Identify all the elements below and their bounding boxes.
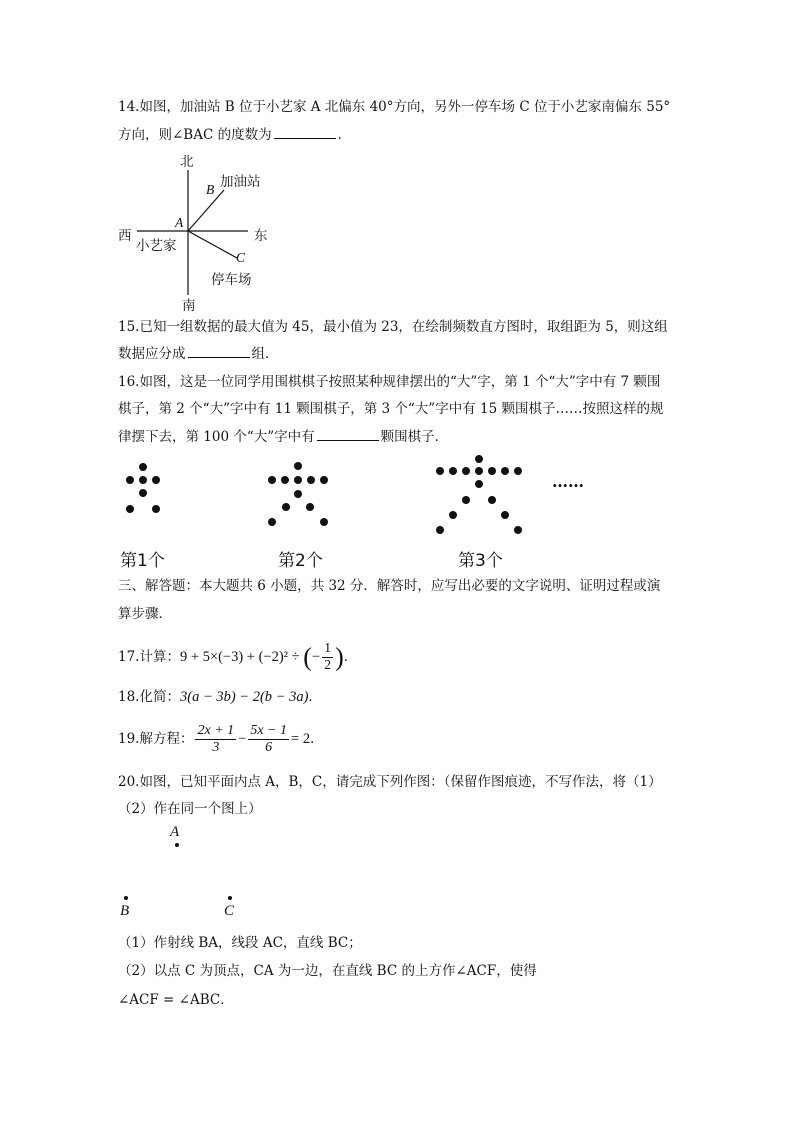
caption-1: 第1个 — [120, 551, 165, 571]
point-a-label: A — [175, 215, 184, 230]
go-stone — [306, 503, 314, 511]
go-stone — [139, 489, 147, 497]
go-stone — [488, 467, 496, 475]
q16-line1: 16.如图，这是一位同学用围棋棋子按照某种规律摆出的“大”字，第 1 个“大”字中有 7 颗围 — [118, 374, 661, 390]
q20-point-b-label: B — [120, 903, 130, 919]
q20-part2: （2）以点 C 为顶点，CA 为一边，在直线 BC 的上方作∠ACF，使得 — [118, 963, 537, 979]
q17-expression: 9 + 5×(−3) + (−2)² ÷ — [179, 649, 304, 665]
q19-end: ． — [310, 731, 324, 747]
go-stone — [475, 467, 483, 475]
go-stone — [294, 490, 302, 498]
point-c-label: C — [236, 250, 246, 265]
q17 — [118, 640, 357, 674]
go-stone — [139, 463, 147, 471]
go-stone — [514, 467, 522, 475]
section3-heading-line1: 三、解答题：本大题共 6 小题，共 32 分．解答时，应写出必要的文字说明、证明过程或演 — [118, 578, 661, 594]
q19-operator: − — [238, 731, 247, 747]
go-stone — [449, 511, 457, 519]
q20-point-a-label: A — [170, 824, 180, 840]
q14-line2-text: 方向，则∠BAC 的度数为 — [118, 127, 272, 143]
go-stone — [475, 480, 483, 488]
q16-line3 — [118, 428, 448, 446]
caption-3: 第3个 — [458, 551, 503, 571]
q19-prefix: 19.解方程： — [118, 731, 194, 747]
q19-fraction-2 — [248, 723, 289, 756]
go-stone — [436, 467, 444, 475]
go-stone — [462, 467, 470, 475]
point-b-label: B — [206, 182, 215, 197]
go-stone — [294, 476, 302, 484]
go-stone — [449, 467, 457, 475]
parking-label: 停车场 — [211, 272, 252, 288]
west-label: 西 — [118, 228, 132, 244]
q15-line1: 15.已知一组数据的最大值为 45，最小值为 23，在绘制频数直方图时，取组距为 5，则这组 — [118, 319, 668, 335]
gas-station-label: 加油站 — [220, 174, 261, 190]
q18 — [118, 688, 322, 706]
south-label: 南 — [182, 298, 196, 314]
q17-denominator: 2 — [324, 658, 332, 673]
go-stone — [268, 518, 276, 526]
section3-heading-line2: 算步骤． — [118, 606, 172, 622]
go-stone — [294, 462, 302, 470]
east-label: 东 — [254, 228, 268, 244]
q19-fraction-1 — [195, 723, 236, 756]
q17-right-paren: ) — [335, 642, 344, 672]
go-stone — [126, 505, 134, 513]
q20-line1: 20.如图，已知平面内点 A，B，C，请完成下列作图：（保留作图痕迹，不写作法，将（1） — [118, 774, 662, 790]
q20-point-c-label: C — [224, 903, 235, 919]
go-stone — [307, 476, 315, 484]
q14-line1: 14.如图，加油站 B 位于小艺家 A 北偏东 40°方向，另外一停车场 C 位于小艺家南偏东 55° — [118, 99, 671, 115]
pattern-ellipsis: …… — [552, 472, 584, 491]
q17-end: ． — [343, 649, 358, 665]
q20-line2: （2）作在同一个图上） — [118, 801, 262, 817]
q14-line2 — [118, 126, 351, 144]
q20-part3: ∠ACF = ∠ABC． — [118, 992, 234, 1008]
q18-prefix: 18.化简： — [118, 689, 180, 705]
go-stone — [320, 476, 328, 484]
q17-fraction — [322, 641, 333, 674]
go-stone — [501, 467, 509, 475]
go-stone — [320, 518, 328, 526]
q20-point-c — [228, 896, 232, 900]
q14-line2-end: ． — [337, 127, 352, 143]
go-stone — [152, 476, 160, 484]
q17-minus: − — [311, 649, 321, 665]
q20-part1: （1）作射线 BA，线段 AC，直线 BC； — [118, 935, 362, 951]
q18-end: ． — [308, 689, 322, 705]
go-stone — [475, 455, 483, 463]
go-stone — [436, 526, 444, 534]
q20-point-b — [124, 896, 128, 900]
q19-denominator-2: 6 — [265, 740, 273, 755]
go-stone — [152, 505, 160, 513]
q17-prefix: 17.计算： — [118, 649, 180, 665]
go-stone — [139, 476, 147, 484]
go-stone — [126, 476, 134, 484]
q15-answer-blank[interactable] — [188, 345, 250, 358]
q14-answer-blank[interactable] — [274, 126, 336, 139]
q15-line2-end: 组． — [251, 346, 279, 362]
q19-numerator-1: 2x + 1 — [197, 723, 235, 738]
q15-line2 — [118, 345, 279, 363]
go-stone — [501, 511, 509, 519]
q19-rhs: = 2 — [291, 731, 311, 747]
q17-numerator: 1 — [324, 641, 332, 656]
q19 — [118, 720, 324, 758]
q16-line2: 棋子，第 2 个“大”字中有 11 颗围棋子，第 3 个“大”字中有 15 颗围棋子……按照这样的规 — [118, 401, 664, 417]
go-stone — [462, 496, 470, 504]
north-label: 北 — [180, 154, 194, 170]
q18-expression: 3(a − 3b) − 2(b − 3a) — [179, 689, 309, 705]
go-stone — [268, 476, 276, 484]
caption-2: 第2个 — [278, 551, 323, 571]
q17-left-paren: ( — [303, 642, 312, 672]
q16-answer-blank[interactable] — [317, 428, 379, 441]
q16-line3-end: 颗围棋子． — [380, 429, 449, 445]
go-stone — [514, 526, 522, 534]
q19-denominator-1: 3 — [212, 740, 220, 755]
go-stone — [488, 496, 496, 504]
q16-line3-text: 律摆下去，第 100 个“大”字中有 — [118, 429, 315, 445]
go-stone — [281, 476, 289, 484]
go-stone — [282, 503, 290, 511]
home-label: 小艺家 — [136, 238, 177, 254]
q20-point-a — [175, 843, 179, 847]
q19-numerator-2: 5x − 1 — [250, 723, 288, 738]
q15-line2-text: 数据应分成 — [118, 346, 186, 362]
